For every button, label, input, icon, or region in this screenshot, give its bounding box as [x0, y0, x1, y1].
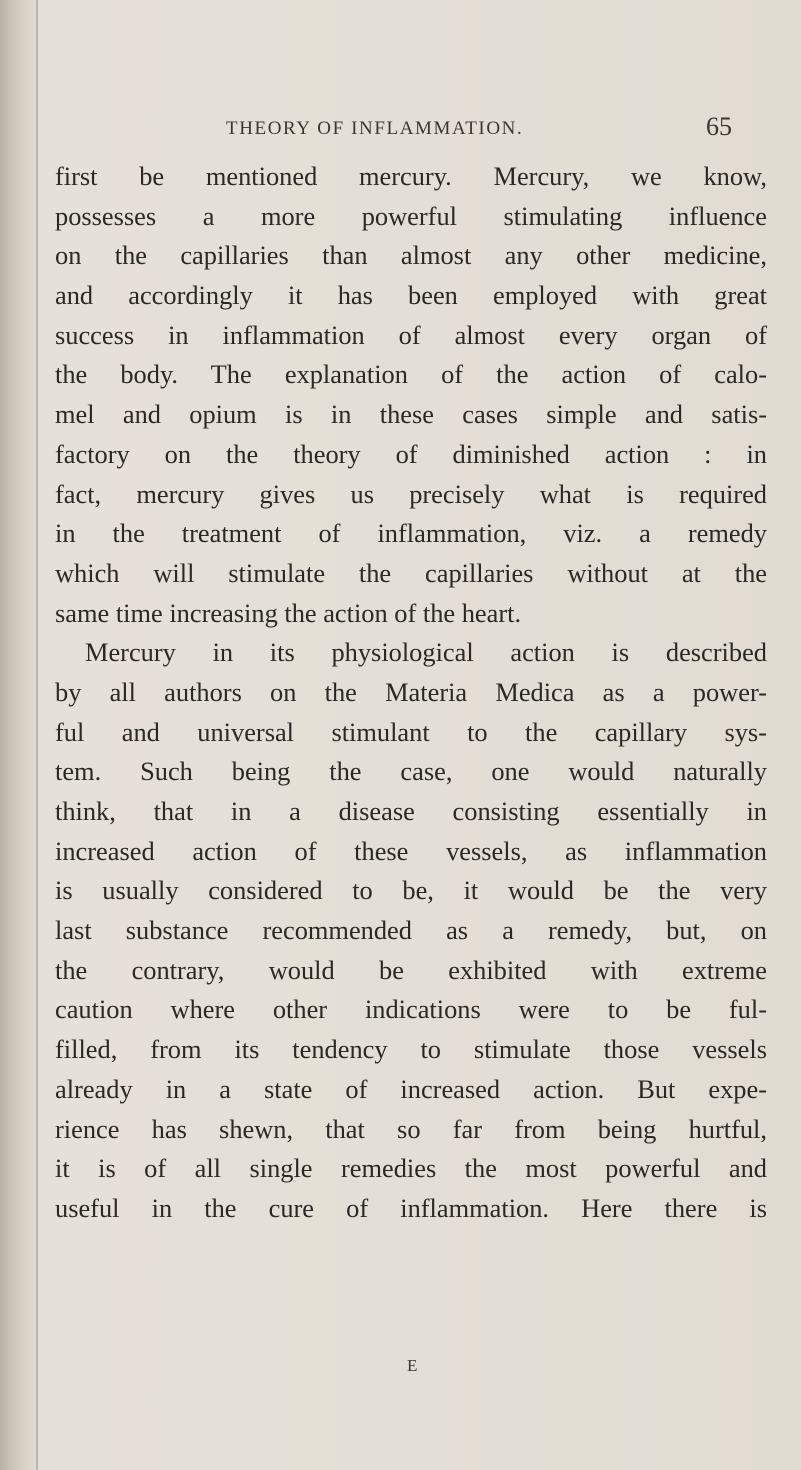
- text-line: mel and opium is in these cases simple and satis-: [55, 399, 767, 430]
- body-text: [55, 157, 767, 1229]
- text-line: possesses a more powerful stimulating influence: [55, 200, 767, 231]
- text-line: the body. The explanation of the action of calo-: [55, 359, 767, 390]
- binding-gutter: [0, 0, 40, 1470]
- text-line: rience has shewn, that so far from being hurtful,: [55, 1113, 767, 1144]
- page-header: [0, 112, 801, 142]
- text-line: same time increasing the action of the heart.: [55, 597, 522, 628]
- text-line: is usually considered to be, it would be the very: [55, 875, 767, 906]
- text-line: filled, from its tendency to stimulate those vessels: [55, 1034, 767, 1065]
- text-line: success in inflammation of almost every organ of: [55, 319, 767, 350]
- text-line: tem. Such being the case, one would naturally: [55, 756, 767, 787]
- text-line: think, that in a disease consisting essentially in: [55, 796, 767, 826]
- text-line: by all authors on the Materia Medica as a power-: [55, 676, 767, 707]
- text-line: useful in the cure of inflammation. Here there is: [55, 1192, 767, 1223]
- text-line: caution where other indications were to be ful-: [55, 994, 767, 1025]
- text-line: ful and universal stimulant to the capillary sys-: [55, 716, 767, 747]
- text-line: which will stimulate the capillaries without at the: [55, 557, 767, 588]
- text-line: on the capillaries than almost any other medicine,: [55, 240, 767, 271]
- signature-mark: E: [407, 1356, 418, 1375]
- text-line: it is of all single remedies the most powerful and: [55, 1153, 767, 1184]
- text-line: increased action of these vessels, as inflammation: [55, 835, 767, 866]
- running-head: THEORY OF INFLAMMATION.: [226, 118, 524, 139]
- text-line: in the treatment of inflammation, viz. a remedy: [55, 518, 767, 549]
- paragraph-start: Mercury in its physiological action is described: [85, 637, 767, 668]
- page-number: 65: [706, 112, 732, 141]
- text-line: first be mentioned mercury. Mercury, we know,: [55, 161, 767, 191]
- text-line: and accordingly it has been employed with great: [55, 280, 767, 311]
- text-line: the contrary, would be exhibited with extreme: [55, 954, 767, 985]
- text-line: factory on the theory of diminished action : in: [55, 438, 767, 469]
- text-line: last substance recommended as a remedy, but, on: [55, 915, 767, 946]
- text-line: fact, mercury gives us precisely what is required: [55, 478, 767, 509]
- binding-edge: [36, 0, 38, 1470]
- text-line: already in a state of increased action. But expe-: [55, 1073, 767, 1104]
